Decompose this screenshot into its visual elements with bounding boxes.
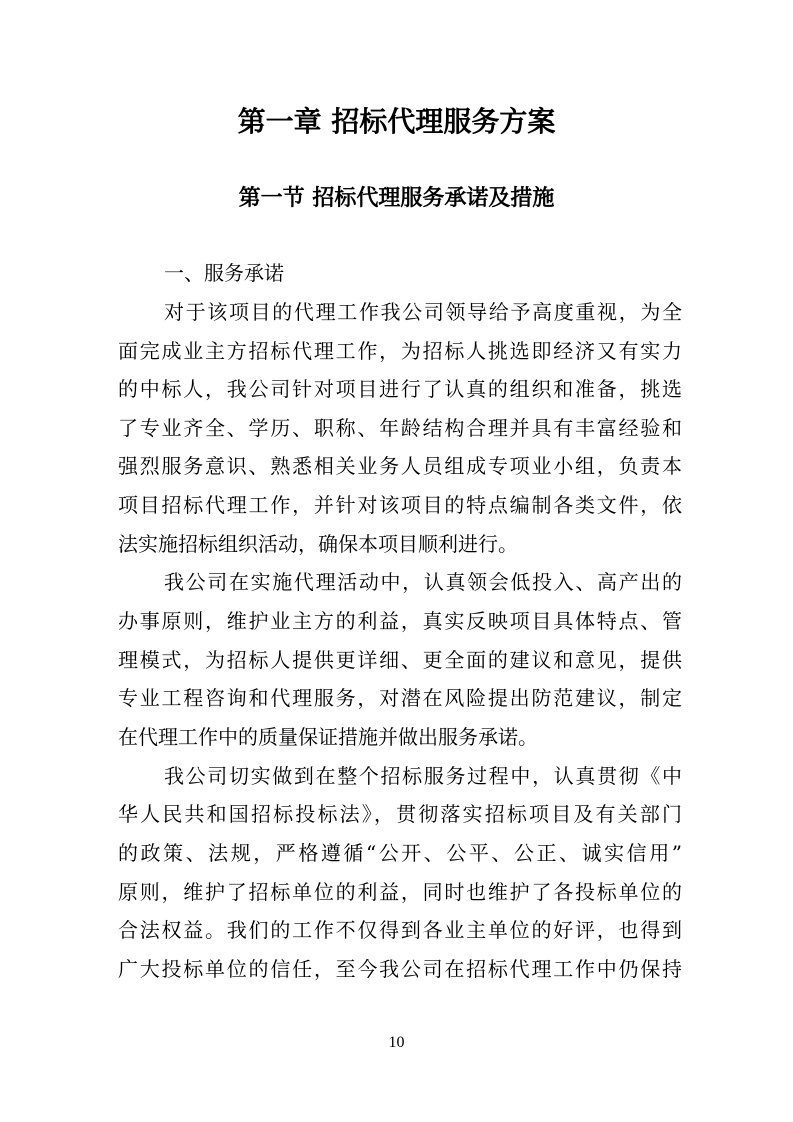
text-line: 的中标人，我公司针对项目进行了认真的组织和准备，挑选: [118, 377, 682, 401]
text-line: 对于该项目的代理工作我公司领导给予高度重视，为全: [164, 300, 682, 324]
text-line: 强烈服务意识、熟悉相关业务人员组成专项业小组，负责本: [118, 454, 682, 478]
text-line: 了专业齐全、学历、职称、年龄结构合理并具有丰富经验和: [118, 416, 682, 440]
subsection-heading: 一、服务承诺: [164, 261, 284, 285]
text-line: 我公司在实施代理活动中，认真领会低投入、高产出的: [164, 570, 682, 594]
text-line: 广大投标单位的信任，至今我公司在招标代理工作中仍保持: [118, 957, 682, 981]
text-line: 面完成业主方招标代理工作，为招标人挑选即经济又有实力: [118, 339, 682, 363]
text-line: 我公司切实做到在整个招标服务过程中，认真贯彻《中: [164, 764, 682, 788]
text-line: 项目招标代理工作，并针对该项目的特点编制各类文件，依: [118, 493, 682, 517]
text-line: 原则，维护了招标单位的利益，同时也维护了各投标单位的: [118, 880, 682, 904]
text-line: 在代理工作中的质量保证措施并做出服务承诺。: [118, 725, 538, 749]
text-line: 的政策、法规，严格遵循“公开、公平、公正、诚实信用”: [118, 841, 682, 865]
text-line: 专业工程咨询和代理服务，对潜在风险提出防范建议，制定: [118, 686, 682, 710]
chapter-title: 第一章 招标代理服务方案: [237, 105, 556, 138]
text-line: 理模式，为招标人提供更详细、更全面的建议和意见，提供: [118, 648, 682, 672]
section-title: 第一节 招标代理服务承诺及措施: [238, 186, 555, 211]
page-number: 10: [388, 1034, 405, 1051]
text-line: 合法权益。我们的工作不仅得到各业主单位的好评，也得到: [118, 918, 682, 942]
text-line: 法实施招标组织活动，确保本项目顺利进行。: [118, 532, 518, 556]
text-line: 华人民共和国招标投标法》，贯彻落实招标项目及有关部门: [118, 802, 682, 826]
text-line: 办事原则，维护业主方的利益，真实反映项目具体特点、管: [118, 609, 682, 633]
